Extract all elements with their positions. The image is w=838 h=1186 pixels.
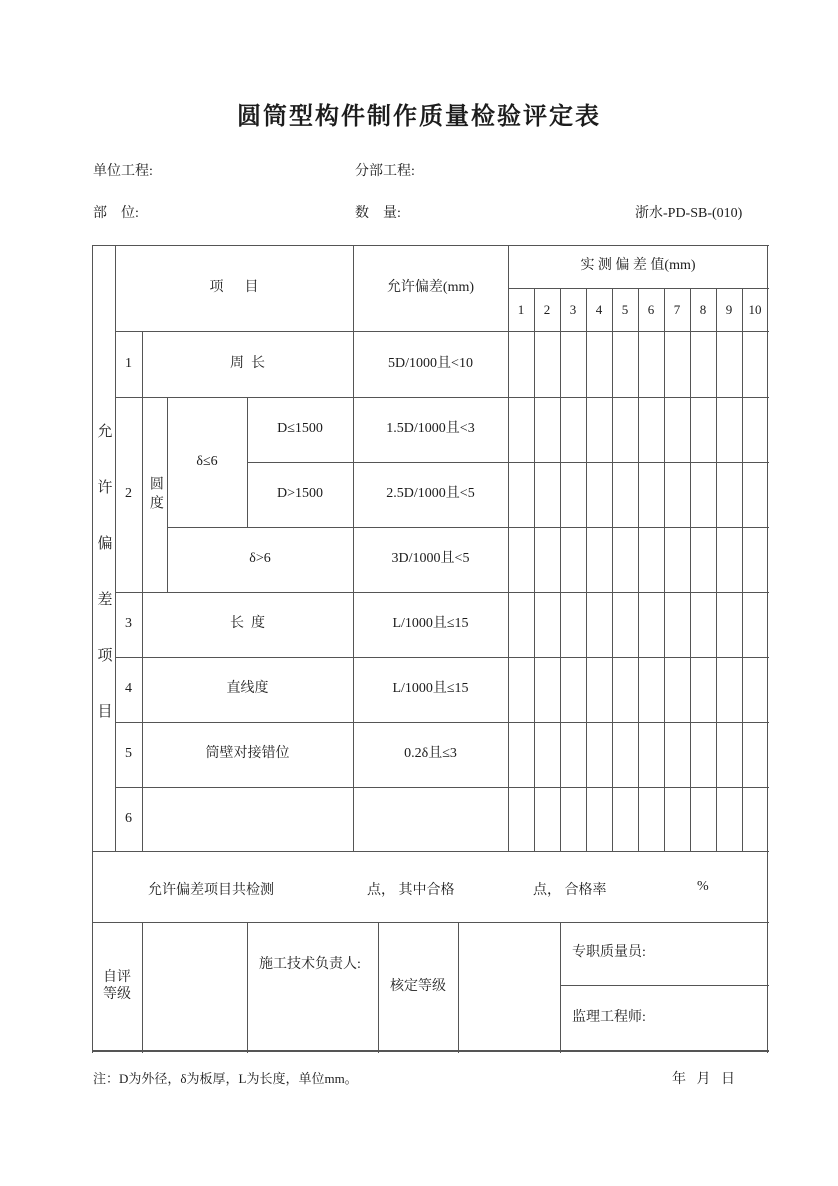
measure-col-header: 2 (543, 301, 551, 317)
inspection-table (92, 245, 768, 1052)
quality-officer-label: 专职质量员: (572, 945, 646, 961)
quantity-label: 数 量: (355, 206, 401, 221)
summary-checked-count-blank[interactable] (288, 869, 358, 903)
row3-allowable-deviation: L/1000且≤15 (392, 616, 469, 632)
grid-line-horizontal (115, 592, 769, 593)
location-value[interactable] (170, 200, 340, 216)
measured-deviation-header: 实 测 偏 差 值(mm) (580, 258, 696, 274)
measure-col-header: 5 (621, 301, 629, 317)
row2-delta-gt6-deviation: 3D/1000且<5 (391, 551, 470, 567)
summary-pass-rate-label: 点， 合格率 (533, 883, 607, 898)
row2-group-cell (142, 397, 167, 592)
grid-line-horizontal (92, 922, 769, 923)
grid-line-vertical (534, 288, 535, 852)
row5-allowable-deviation: 0.2δ且≤3 (404, 746, 457, 762)
grid-line-vertical (560, 922, 561, 1053)
grid-line-vertical (353, 245, 354, 852)
row2-number: 2 (125, 486, 132, 502)
measure-col-header: 8 (699, 301, 707, 317)
self-grade-value-cell[interactable] (142, 922, 247, 1052)
row2-d-gt-1500-deviation: 2.5D/1000且<5 (386, 486, 475, 502)
row2-d-gt-1500: D>1500 (276, 486, 323, 502)
summary-checked-label: 允许偏差项目共检测 (148, 883, 274, 898)
grid-line-vertical (378, 922, 379, 1053)
grid-line-vertical (586, 288, 587, 852)
grid-line-vertical (612, 288, 613, 852)
row6-allowable-deviation[interactable] (353, 787, 508, 851)
grid-line-vertical (167, 397, 168, 593)
self-grade-label-cell (92, 922, 142, 1052)
row4-allowable-deviation: L/1000且≤15 (392, 681, 469, 697)
division-project-value[interactable] (432, 158, 602, 174)
grid-line-vertical (638, 288, 639, 852)
grid-line-vertical (560, 288, 561, 852)
verified-grade-value-cell[interactable] (458, 922, 560, 1052)
grid-line-vertical (508, 245, 509, 852)
verified-grade-label-cell: 核定等级 (390, 978, 446, 994)
measure-col-header: 6 (647, 301, 655, 317)
self-grade-label: 自评等级 (103, 970, 131, 1002)
summary-qualified-label: 点， 其中合格 (367, 883, 455, 898)
form-code: 浙水-PD-SB-(010) (635, 206, 743, 221)
summary-pass-rate-blank[interactable] (614, 869, 689, 903)
row4-item: 直线度 (226, 681, 269, 697)
unit-project-value[interactable] (170, 158, 340, 174)
summary-qualified-count-blank[interactable] (464, 869, 524, 903)
row2-group-label: 圆度 (147, 475, 163, 514)
grid-line-vertical (742, 288, 743, 852)
grid-line-horizontal (115, 397, 769, 398)
side-label-cell (92, 331, 115, 851)
summary-percent-sign: % (697, 879, 709, 894)
grid-line-vertical (716, 288, 717, 852)
row2-delta-gt6: δ>6 (249, 551, 271, 567)
grid-line-horizontal (115, 657, 769, 658)
row5-item: 筒壁对接错位 (205, 746, 290, 762)
page-title: 圆筒型构件制作质量检验评定表 (237, 104, 601, 130)
grid-line-horizontal (92, 851, 769, 852)
grid-line-horizontal (167, 527, 769, 528)
quantity-value[interactable] (432, 200, 582, 216)
measure-col-header: 10 (748, 301, 762, 317)
supervisor-cell[interactable] (560, 985, 768, 1052)
measure-col-header: 9 (725, 301, 733, 317)
row3-number: 3 (125, 616, 132, 632)
grid-line-horizontal (115, 331, 769, 332)
unit-project-label: 单位工程: (93, 164, 153, 179)
row1-allowable-deviation: 5D/1000且<10 (388, 355, 473, 371)
grid-line-horizontal (115, 787, 769, 788)
grid-line-vertical (664, 288, 665, 852)
measure-col-header: 4 (595, 301, 603, 317)
side-label: 允许偏差项目 (95, 423, 112, 759)
row2-delta-le6: δ≤6 (196, 453, 218, 469)
measure-col-header: 3 (569, 301, 577, 317)
grid-line-horizontal (560, 985, 769, 986)
quality-officer-cell[interactable] (560, 922, 768, 985)
grid-line-vertical (458, 922, 459, 1053)
tech-lead-cell[interactable] (247, 922, 378, 1052)
grid-line-vertical (115, 245, 116, 852)
grid-line-horizontal (115, 722, 769, 723)
row2-d-le-1500: D≤1500 (277, 421, 323, 437)
grid-line-vertical (767, 245, 768, 1053)
row1-number: 1 (125, 355, 132, 371)
supervisor-label: 监理工程师: (572, 1010, 646, 1026)
measure-col-header: 1 (517, 301, 525, 317)
location-label: 部 位: (93, 206, 139, 221)
grid-line-vertical (92, 245, 93, 1053)
date-label: 年 月 日 (672, 1072, 735, 1087)
row1-item: 周 长 (230, 355, 265, 371)
grid-line-vertical (142, 331, 143, 852)
grid-line-vertical (247, 397, 248, 528)
row6-number: 6 (125, 810, 132, 826)
row6-item[interactable] (142, 787, 353, 851)
item-header: 项 目 (209, 279, 259, 295)
row4-number: 4 (125, 681, 132, 697)
grid-line-horizontal (92, 245, 769, 246)
row3-item: 长 度 (230, 616, 265, 632)
grid-line-vertical (247, 922, 248, 1053)
row2-d-le-1500-deviation: 1.5D/1000且<3 (386, 421, 475, 437)
tech-lead-label: 施工技术负责人: (259, 957, 361, 972)
allowable-deviation-header: 允许偏差(mm) (386, 279, 475, 295)
grid-line-horizontal (92, 1050, 769, 1052)
grid-line-vertical (142, 922, 143, 1053)
footnote: 注：D为外径，δ为板厚，L为长度，单位mm。 (93, 1071, 358, 1086)
measure-col-header: 7 (673, 301, 681, 317)
grid-line-vertical (690, 288, 691, 852)
division-project-label: 分部工程: (355, 164, 415, 179)
row5-number: 5 (125, 746, 132, 762)
